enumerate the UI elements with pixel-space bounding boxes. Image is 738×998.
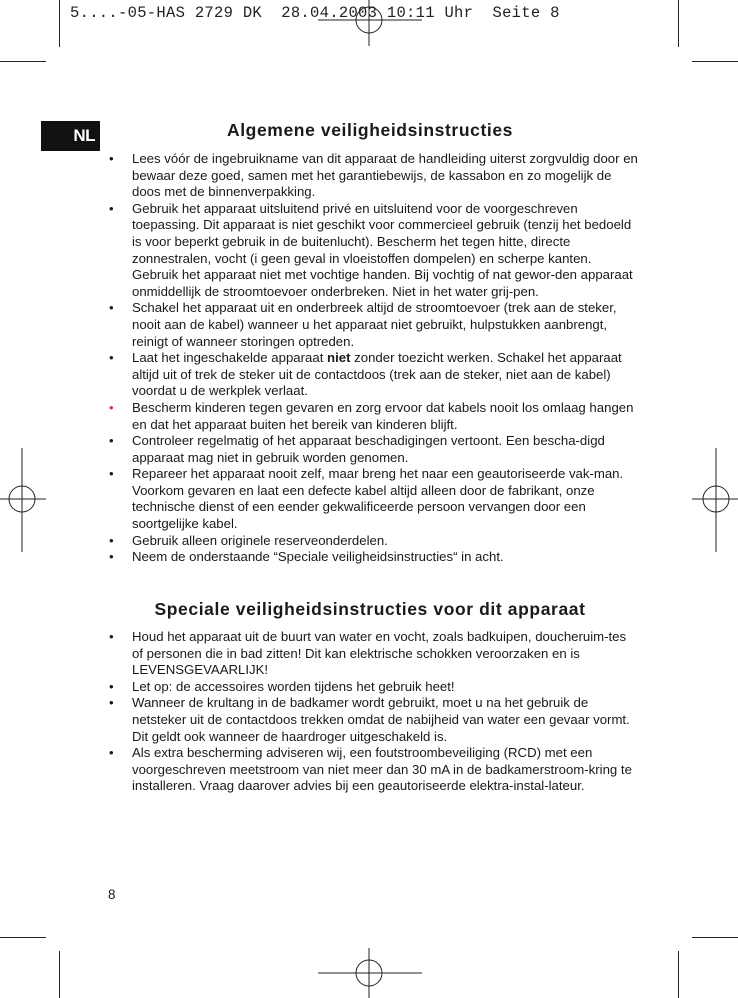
list-item [109,533,639,550]
registration-mark-right-icon [692,448,738,552]
bullet: • [109,350,114,366]
crop-mark [678,951,679,998]
bullet: • [109,200,114,216]
list-item [109,151,639,201]
list-item [109,400,639,433]
registration-mark-top-icon [318,0,422,46]
print-slug: 5....-05-HAS 2729 DK 28.04.2003 10:11 Uhr Seite 8 [70,4,560,22]
bullet: • [109,695,114,711]
list-item-text: Gebruik het apparaat uitsluitend privé en uitsluitend voor de voorgeschreven toepassing. Dit apparaat is niet geschikt voor commercieel gebruik (tenzij het bedoeld is voor beperkt gebruik in de buitenlucht). Bescherm het tegen hitte, directe zonnestralen, vocht (i geen geval in vloeistoffen dompelen) en scherpe kanten. Gebruik het apparaat niet met vochtige handen. Bij vochtig of nat gewor-den apparaat onmiddellijk de stroomtoevoer onderbreken. Niet in het water grij-pen. [132,200,633,299]
list-item [109,466,639,532]
bullet: • [109,629,114,644]
bullet: • [109,532,114,548]
bullet: • [109,745,114,761]
list-item-text: Let op: de accessoires worden tijdens het gebruik heet! [132,678,455,694]
crop-mark [692,937,738,938]
list-item-text: Controleer regelmatig of het apparaat beschadigingen vertoont. Een bescha-digd apparaat mag niet in gebruik worden genomen. [132,433,605,465]
section-title-special-safety: Speciale veiligheidsinstructies voor dit apparaat [154,599,586,619]
crop-mark [0,937,46,938]
crop-mark [678,0,679,47]
bullet: • [109,433,114,449]
list-item [109,679,639,696]
list-item-text [132,350,622,398]
crop-mark [0,61,46,62]
list-item [109,629,639,679]
general-safety-list [109,151,639,566]
language-tab: NL [41,121,100,151]
list-item-text: Gebruik alleen originele reserveonderdelen. [132,532,388,548]
bullet: • [109,678,114,694]
list-item [109,695,639,745]
list-item [109,300,639,350]
list-item-text: Wanneer de krultang in de badkamer wordt gebruikt, moet u na het gebruik de netsteker uit de contactdoos trekken omdat de nabijheid van water een gevaar vormt. Dit geldt ook wanneer de haardroger uitgeschakeld is. [132,695,630,744]
list-item [109,549,639,566]
list-item-text: Houd het apparaat uit de buurt van water en vocht, zoals badkuipen, doucheruim-tes of personen die in bad zitten! Dit kan elektrische schokken veroorzaken en is LEVENSGEVAARLIJK! [132,629,627,678]
list-item-text: Schakel het apparaat uit en onderbreek altijd de stroomtoevoer (trek aan de steker, nooit aan de kabel) wanneer u het apparaat niet gebruikt, hulpstukken aanbrengt, reinigt of wanneer storingen optreden. [132,300,617,349]
crop-mark [59,0,60,47]
list-item [109,745,639,795]
list-item-text: Neem de onderstaande “Speciale veiligheidsinstructies“ in acht. [132,549,504,565]
registration-mark-left-icon [0,448,46,552]
registration-mark-bottom-icon [318,948,422,998]
crop-mark [59,951,60,998]
special-safety-list [109,629,639,795]
text-run: Laat het ingeschakelde apparaat [132,350,328,366]
list-item [109,433,639,466]
bullet: • [109,399,114,415]
text-run: zonder toezicht werken. Schakel het apparaat altijd uit of trek de steker uit de contactdoos (trek aan de steker, niet aan de kabel) voordat u de werkplek verlaat. [132,350,622,399]
list-item-text: Lees vóór de ingebruikname van dit apparaat de handleiding uiterst zorgvuldig door en bewaar deze goed, samen met het garantiebewijs, de kassabon en zo mogelijk de doos met de binnenverpakking. [132,151,638,200]
bullet: • [109,151,114,166]
section-title-general-safety: Algemene veiligheidsinstructies [226,120,514,140]
bullet: • [109,549,114,565]
crop-mark [692,61,738,62]
bullet: • [109,466,114,482]
list-item [109,350,639,400]
list-item [109,201,639,301]
bullet: • [109,300,114,316]
emphasis-text: niet [327,350,351,366]
list-item-text: Als extra bescherming adviseren wij, een foutstroombeveiliging (RCD) met een voorgeschreven meetstroom van niet meer dan 30 mA in de badkamerstroom-kring te installeren. Vraag daarover advies bij een geautoriseerde elektra-instal-lateur. [132,745,632,794]
list-item-text: Repareer het apparaat nooit zelf, maar breng het naar een geautoriseerde vak-man. Voorkom gevaren en laat een defecte kabel altijd alleen door de fabrikant, onze technische dienst of een eender gekwalificeerde persoon vervangen door een soortgelijke kabel. [132,466,624,532]
page-number: 8 [108,887,116,902]
list-item-text: Bescherm kinderen tegen gevaren en zorg ervoor dat kabels nooit los omlaag hangen en dat het apparaat buiten het bereik van kinderen blijft. [132,399,634,432]
